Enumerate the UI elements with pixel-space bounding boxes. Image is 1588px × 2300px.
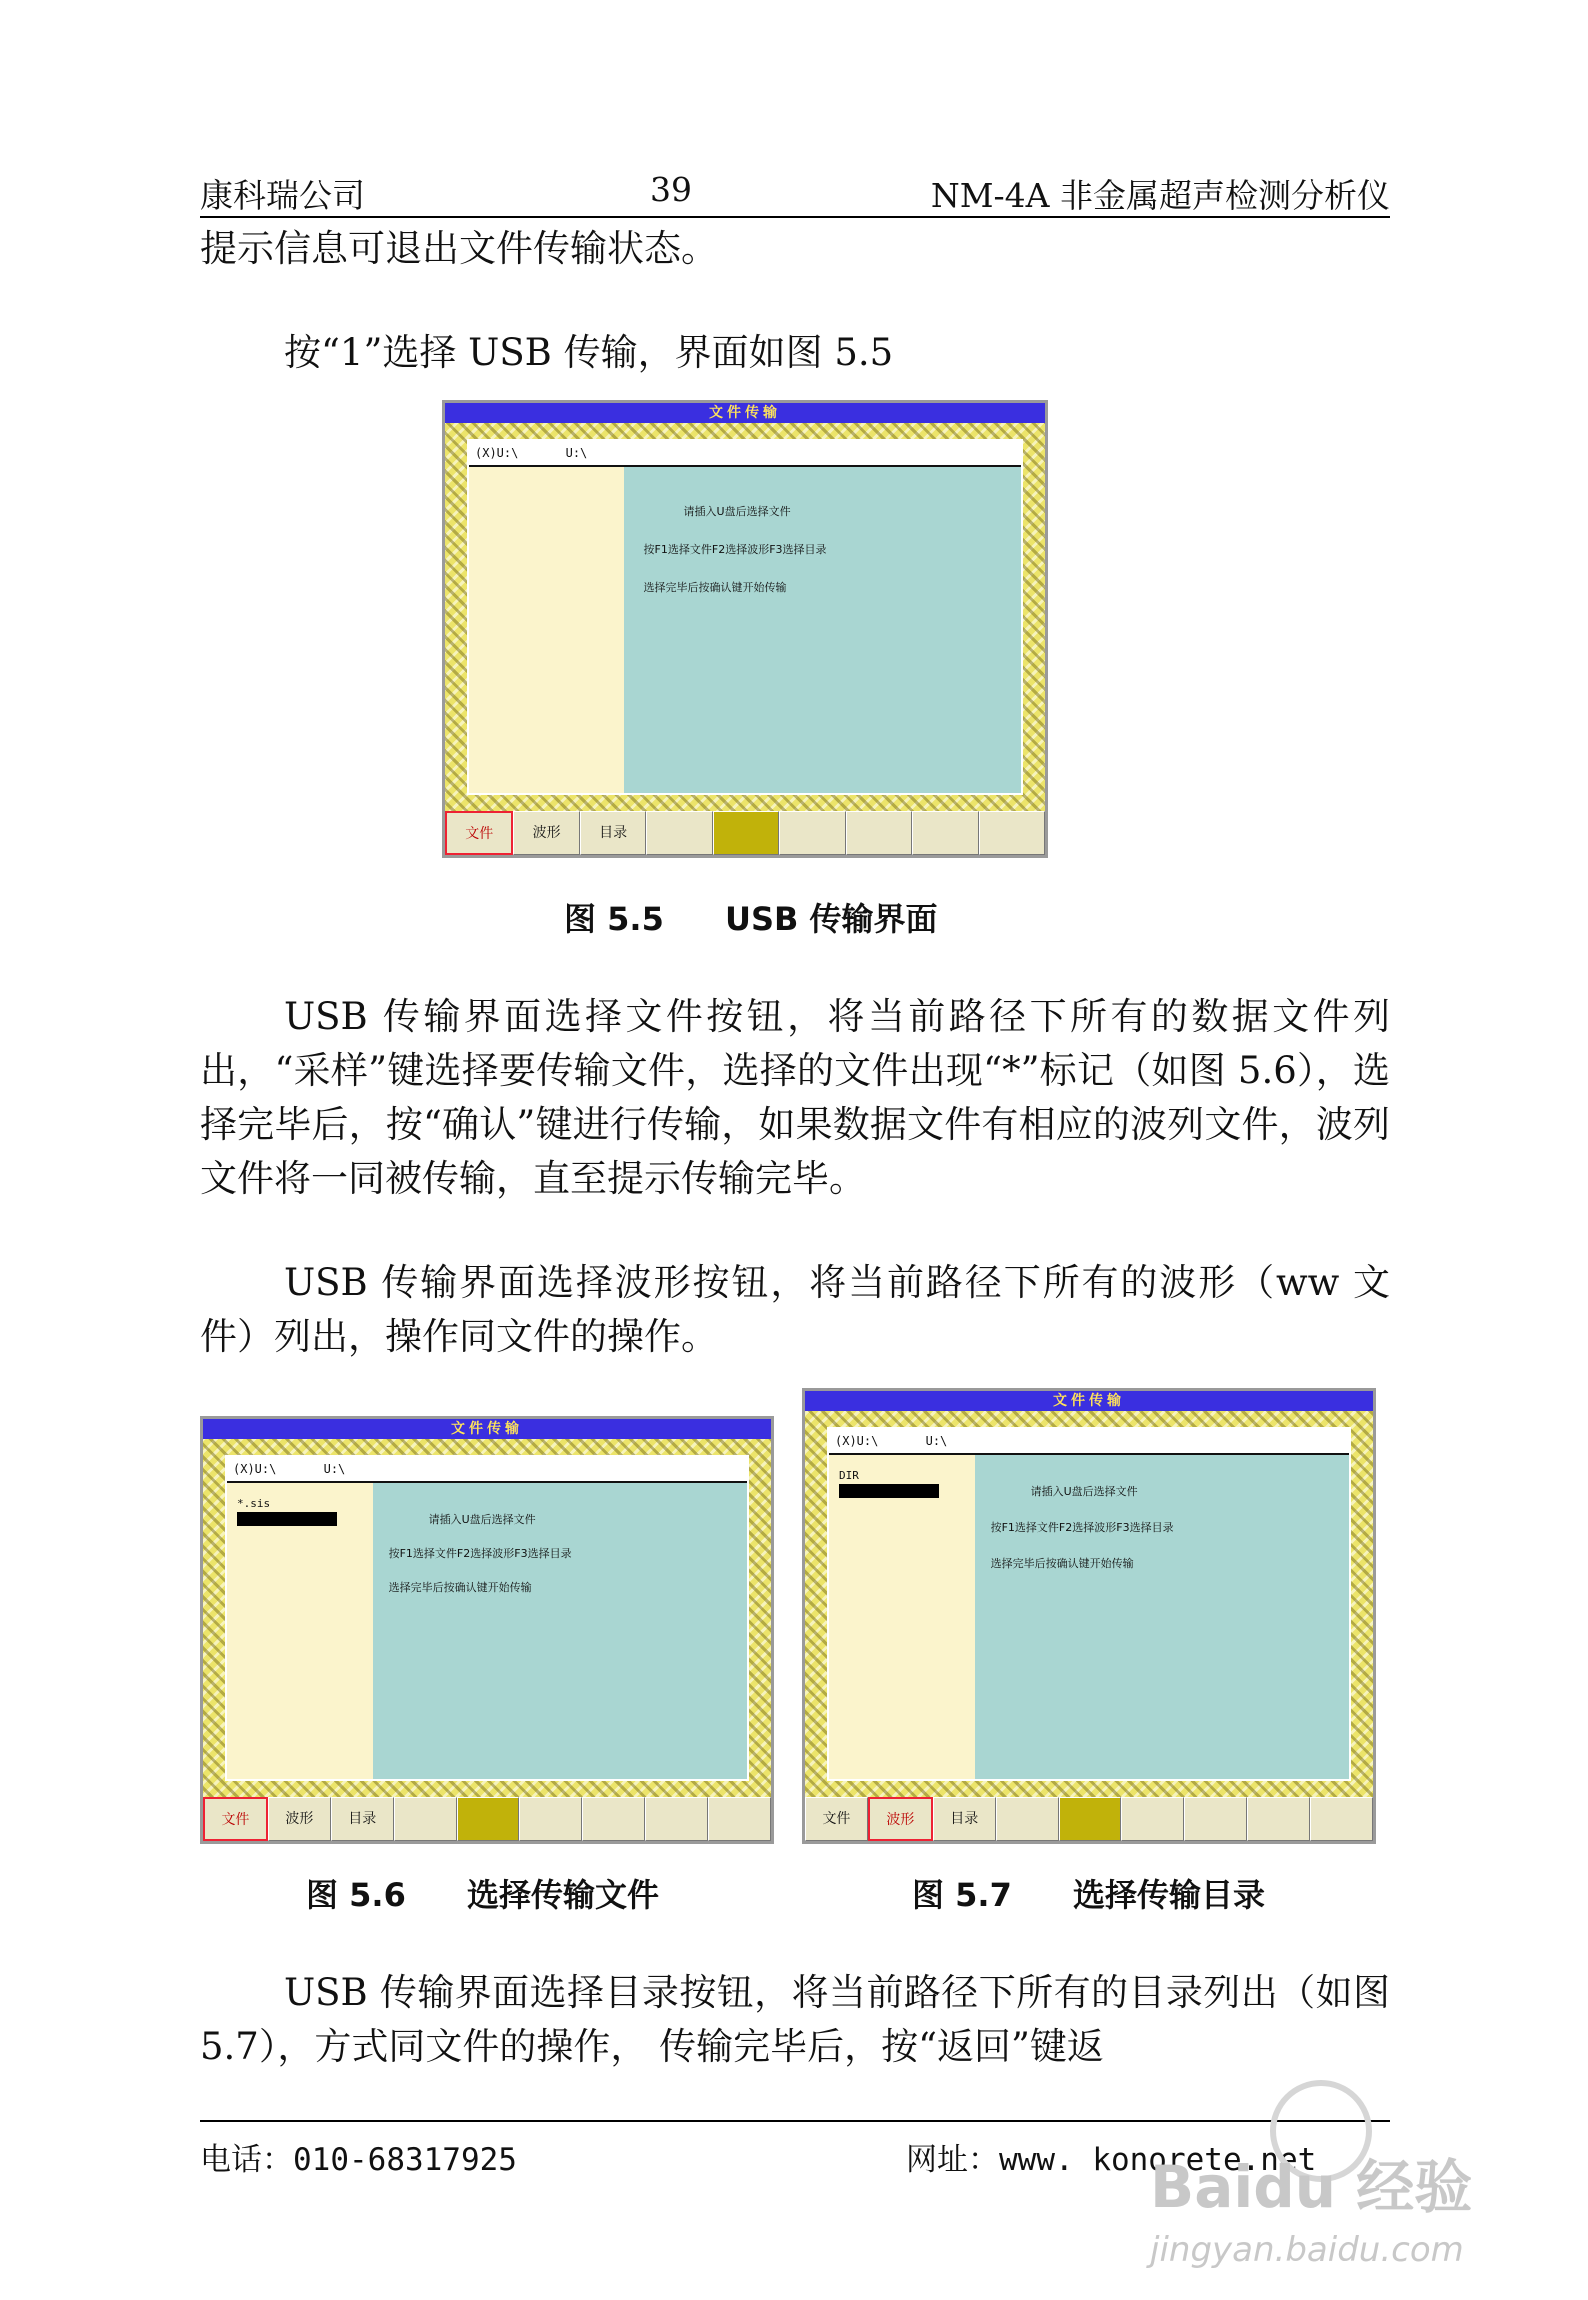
softkey-button[interactable] — [519, 1797, 582, 1841]
selected-directory[interactable] — [839, 1469, 939, 1498]
window-title: 文件传输 — [445, 403, 1045, 423]
caption-text: 选择传输文件 — [466, 1876, 659, 1914]
softkey-button[interactable] — [996, 1797, 1059, 1841]
softkey-button[interactable] — [1184, 1797, 1247, 1841]
info-message: 请插入U盘后选择文件 — [683, 505, 791, 518]
directory-button[interactable]: 目录 — [331, 1797, 394, 1841]
softkey-button[interactable] — [394, 1797, 457, 1841]
selected-file[interactable] — [237, 1497, 337, 1526]
softkey-button[interactable] — [645, 1797, 708, 1841]
dialog-body — [467, 439, 1023, 795]
paragraph-5: USB 传输界面选择目录按钮，将当前路径下所有的目录列出（如图 5.7），方式同文件的操作， 传输完毕后，按“返回”键返 — [200, 1971, 1390, 2068]
info-message: 按F1选择文件F2选择波形F3选择目录 — [990, 1521, 1174, 1534]
dialog-body — [827, 1427, 1351, 1781]
figure-5-7-screenshot — [802, 1388, 1376, 1844]
paragraph-1: 提示信息可退出文件传输状态。 — [200, 227, 718, 270]
info-pane — [975, 1455, 1349, 1779]
info-message: 请插入U盘后选择文件 — [1030, 1485, 1138, 1498]
file-list-pane[interactable] — [227, 1483, 374, 1779]
watermark-brand: Baidu 经验 — [1150, 2153, 1473, 2221]
softkey-button[interactable] — [708, 1797, 771, 1841]
caption-text: USB 传输界面 — [724, 900, 938, 938]
softkey-button[interactable] — [1247, 1797, 1310, 1841]
figure-5-7-caption — [912, 1870, 1265, 1916]
softkey-bar — [805, 1797, 1373, 1841]
softkey-bar — [445, 811, 1045, 855]
header-page-number: 39 — [650, 170, 692, 209]
window-title: 文件传输 — [203, 1419, 771, 1439]
figure-5-6-caption — [306, 1870, 659, 1916]
directory-button[interactable]: 目录 — [933, 1797, 996, 1841]
waveform-button[interactable]: 波形 — [868, 1797, 933, 1841]
figure-5-5-screenshot — [442, 400, 1048, 858]
footer-phone: 电话：010-68317925 — [200, 2142, 517, 2178]
page-header — [200, 166, 1390, 218]
info-message: 请插入U盘后选择文件 — [428, 1513, 536, 1526]
caption-number: 图 5.5 — [564, 900, 664, 938]
info-pane — [624, 467, 1021, 793]
window-title: 文件传输 — [805, 1391, 1373, 1411]
baidu-watermark — [1150, 2080, 1570, 2280]
directory-button[interactable]: 目录 — [580, 811, 646, 855]
waveform-button[interactable]: 波形 — [513, 811, 579, 855]
softkey-button[interactable] — [912, 811, 978, 855]
directory-name: DIR — [839, 1469, 859, 1482]
info-message: 按F1选择文件F2选择波形F3选择目录 — [388, 1547, 572, 1560]
figure-5-6-screenshot — [200, 1416, 774, 1844]
paragraph-4: USB 传输界面选择波形按钮，将当前路径下所有的波形（ww 文件）列出，操作同文件的操作。 — [200, 1261, 1390, 1358]
selection-highlight — [839, 1484, 939, 1498]
softkey-button[interactable] — [779, 811, 845, 855]
info-message: 按F1选择文件F2选择波形F3选择目录 — [643, 543, 827, 556]
dialog-body — [225, 1455, 749, 1781]
file-list-pane[interactable] — [469, 467, 625, 793]
file-name: *.sis — [237, 1497, 271, 1510]
path-value: U:\ — [925, 1434, 948, 1448]
path-label: (X)U:\ — [835, 1434, 879, 1448]
softkey-bar — [203, 1797, 771, 1841]
caption-number: 图 5.6 — [306, 1876, 406, 1914]
path-bar — [227, 1457, 747, 1483]
file-button[interactable]: 文件 — [805, 1797, 868, 1841]
caption-number: 图 5.7 — [912, 1876, 1012, 1914]
path-label: (X)U:\ — [233, 1462, 277, 1476]
path-bar — [829, 1429, 1349, 1455]
softkey-button[interactable] — [457, 1797, 520, 1841]
footer-website: 网址：www. konorete.net — [906, 2142, 1317, 2178]
path-value: U:\ — [565, 446, 588, 460]
info-message: 选择完毕后按确认键开始传输 — [388, 1581, 532, 1594]
softkey-button[interactable] — [1310, 1797, 1373, 1841]
softkey-button[interactable] — [1121, 1797, 1184, 1841]
paragraph-3: USB 传输界面选择文件按钮，将当前路径下所有的数据文件列出，“采样”键选择要传输文件，选择的文件出现“*”标记（如图 5.6），选择完毕后，按“确认”键进行传输，如果数据文件有相应的波列文件，波列文件将一同被传输，直至提示传输完毕。 — [200, 995, 1390, 1200]
file-list-pane[interactable] — [829, 1455, 976, 1779]
path-value: U:\ — [323, 1462, 346, 1476]
softkey-button[interactable] — [1059, 1797, 1122, 1841]
waveform-button[interactable]: 波形 — [268, 1797, 331, 1841]
selection-highlight — [237, 1512, 337, 1526]
softkey-button[interactable] — [979, 811, 1045, 855]
info-message: 选择完毕后按确认键开始传输 — [643, 581, 787, 594]
paragraph-2: 按“1”选择 USB 传输，界面如图 5.5 — [284, 331, 894, 374]
file-button[interactable]: 文件 — [203, 1797, 268, 1841]
header-product: NM-4A 非金属超声检测分析仪 — [930, 176, 1390, 215]
watermark-site: jingyan.baidu.com — [1150, 2230, 1464, 2270]
softkey-button[interactable] — [582, 1797, 645, 1841]
softkey-button[interactable] — [646, 811, 712, 855]
figure-5-5-caption — [564, 894, 938, 940]
softkey-button[interactable] — [846, 811, 912, 855]
header-company: 康科瑞公司 — [200, 176, 365, 215]
info-message: 选择完毕后按确认键开始传输 — [990, 1557, 1134, 1570]
caption-text: 选择传输目录 — [1072, 1876, 1265, 1914]
info-pane — [373, 1483, 747, 1779]
path-label: (X)U:\ — [475, 446, 519, 460]
softkey-button[interactable] — [713, 811, 779, 855]
path-bar — [469, 441, 1021, 467]
file-button[interactable]: 文件 — [445, 811, 513, 855]
